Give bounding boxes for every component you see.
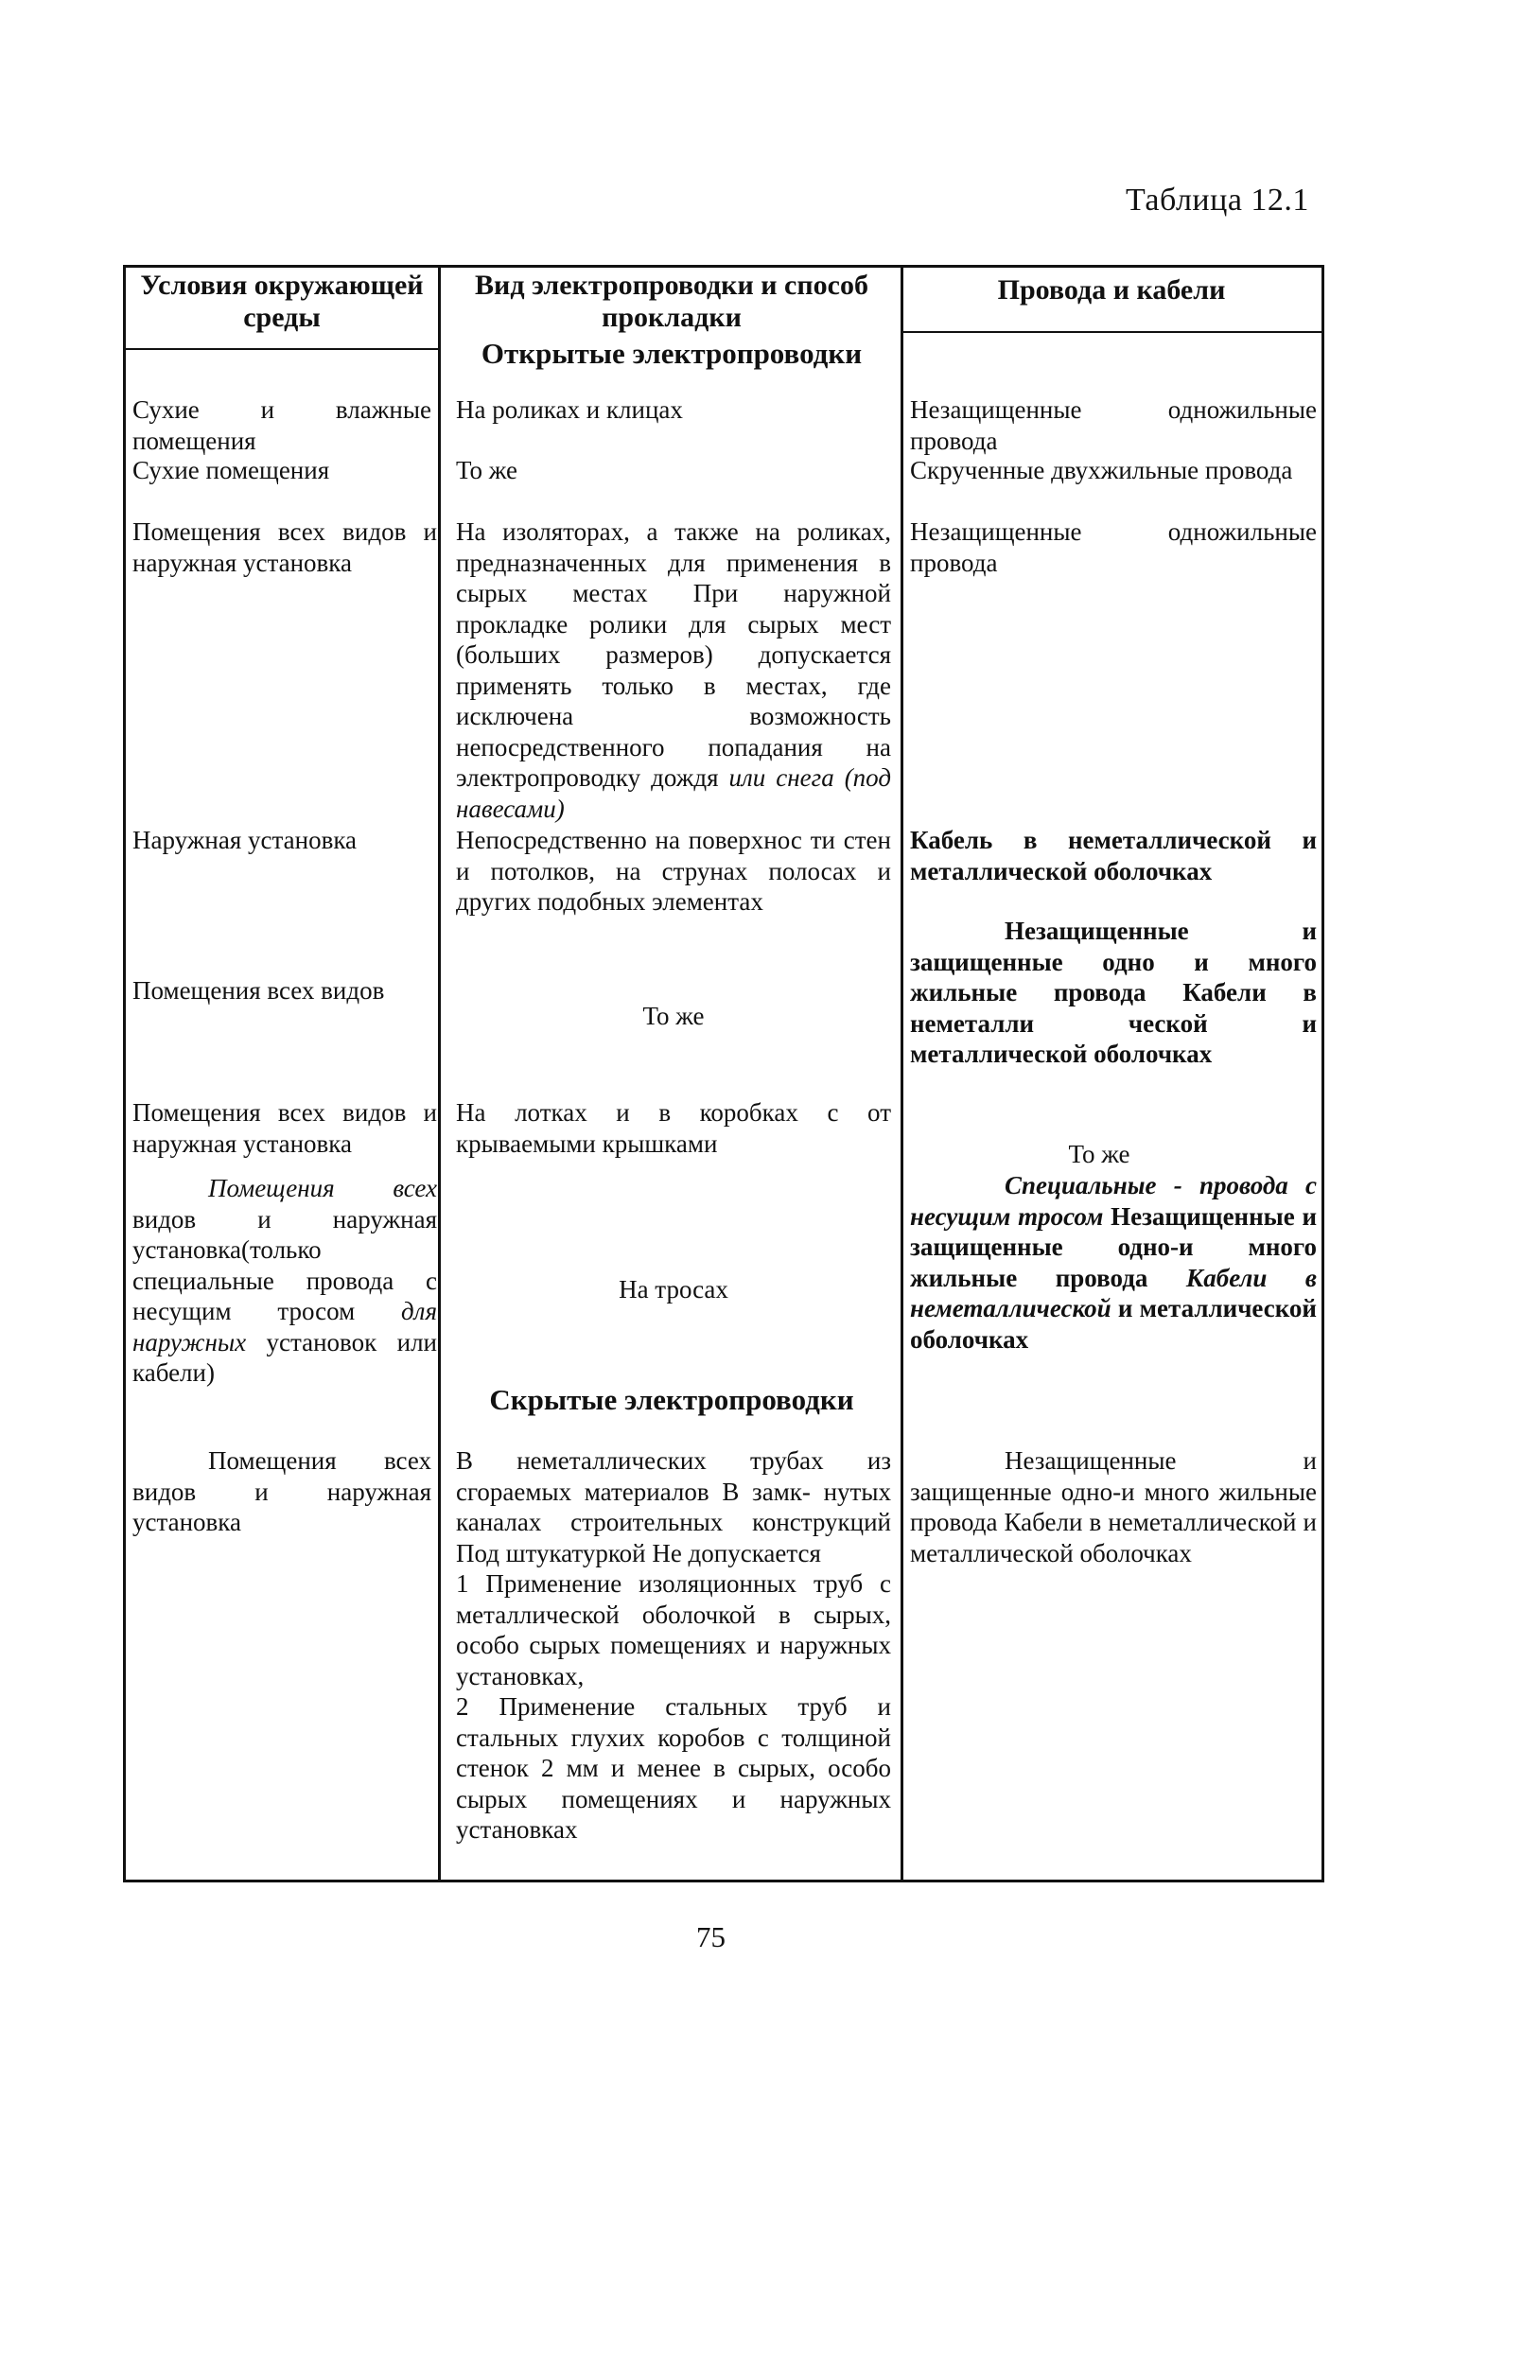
header-bottom-border-col1 bbox=[123, 348, 441, 350]
table-top-border bbox=[123, 265, 1324, 268]
row-5-conditions: Помещения всех видов bbox=[132, 976, 385, 1005]
row-4-wires: Кабель в неметаллической и металлической оболочках bbox=[910, 826, 1317, 885]
table-bottom-border bbox=[123, 1880, 1324, 1882]
conditions-table bbox=[123, 265, 1324, 1882]
row-8-wires: Незащищенные и защищенные одно-и много жильные провода Кабели в неметаллической и металлической оболочках bbox=[910, 1446, 1317, 1567]
section-hidden-wiring: Скрытые электропроводки bbox=[489, 1383, 854, 1416]
row-7-wires: Незащищенные и защищенные одно-и много жильные провода bbox=[910, 1201, 1317, 1292]
header-method: Вид электропроводки и способ прокладки bbox=[475, 270, 868, 333]
row-8-method-note-1: 1 Применение изоляционных труб с металлической оболочкой в сырых, особо сырых помещениях и наружных установках, bbox=[456, 1569, 891, 1690]
row-6-method: На лотках и в коробках с от крываемыми крышками bbox=[456, 1098, 891, 1158]
row-8-method: В неметаллических трубах из сгораемых материалов В замк- нутых каналах строительных конструкций Под штукатуркой Не допускается bbox=[456, 1446, 891, 1567]
row-2-conditions: Сухие помещения bbox=[132, 456, 330, 484]
row-4-conditions: Наружная установка bbox=[132, 826, 358, 854]
row-5-wires: Незащищенные и защищенные одно и много жильные провода Кабели в неметалли ческой и металлической оболочках bbox=[910, 917, 1317, 1068]
row-3-method: На изоляторах, а также на роликах, предназначенных для применения в сырых местах При наружной прокладке ролики для сырых мест (больших размеров) допускается применять только в местах, где исключена возможность непосредственного попадания на электропроводку дождя bbox=[456, 517, 891, 792]
header-wires: Провода и кабели bbox=[997, 274, 1226, 306]
row-8-conditions: Помещения всех видов и наружная установка bbox=[132, 1446, 431, 1536]
row-6-wires: То же bbox=[1068, 1140, 1130, 1168]
row-3-wires: Незащищенные одножильные провода bbox=[910, 517, 1317, 577]
header-bottom-border-col3 bbox=[901, 331, 1324, 333]
row-7-method: На тросах bbox=[619, 1275, 728, 1304]
row-2-wires: Скрученные двухжильные провода bbox=[910, 456, 1293, 484]
row-7-wires-tail: и металлической оболочках bbox=[910, 1294, 1317, 1354]
row-3-method-italic: или снега (под навесами) bbox=[456, 763, 891, 823]
table-label: Таблица 12.1 bbox=[1126, 183, 1309, 218]
table-left-border bbox=[123, 265, 126, 1882]
row-5-method: То же bbox=[642, 1002, 705, 1030]
row-8-method-block bbox=[456, 1445, 891, 1846]
column-divider-2 bbox=[901, 265, 903, 1882]
table-right-border bbox=[1321, 265, 1324, 1882]
row-8-method-note-2: 2 Применение стальных труб и стальных глухих коробов с толщиной стенок 2 мм и менее в сырых, особо сырых помещениях и наружных установках bbox=[456, 1692, 891, 1844]
row-1-conditions: Сухие и влажные помещения bbox=[132, 395, 431, 455]
row-1-method: На роликах и клицах bbox=[456, 395, 683, 424]
row-3-conditions: Помещения всех видов и наружная установка bbox=[132, 517, 437, 577]
section-open-wiring: Открытые электропроводки bbox=[481, 337, 863, 370]
row-3-method-block bbox=[456, 516, 891, 824]
row-2-method: То же bbox=[456, 456, 517, 484]
row-7-conditions: видов и наружная установка(только специальные провода с несущим тросом bbox=[132, 1204, 437, 1325]
row-6-conditions: Помещения всех видов и наружная установка bbox=[132, 1098, 437, 1158]
row-4-method: Непосредственно на поверхнос ти стен и потолков, на струнах полосах и других подобных элементах bbox=[456, 826, 891, 916]
row-1-wires: Незащищенные одножильные провода bbox=[910, 395, 1317, 455]
row-7-wires-italic2: Кабели в неметаллической bbox=[910, 1263, 1317, 1322]
row-7-conditions-tail: установок или кабели) bbox=[132, 1327, 437, 1387]
page-number: 75 bbox=[696, 1920, 726, 1953]
row-7-wires-italic: Специальные - провода с несущим тросом bbox=[910, 1171, 1317, 1231]
row-7-wires-block bbox=[910, 1170, 1317, 1355]
row-7-conditions-block bbox=[132, 1173, 437, 1389]
header-conditions: Условия окружающей среды bbox=[140, 270, 424, 333]
row-7-conditions-italic: Помещения всех bbox=[208, 1174, 437, 1202]
column-divider-1 bbox=[438, 265, 441, 1882]
row-7-conditions-italic2: для наружных bbox=[132, 1297, 437, 1356]
